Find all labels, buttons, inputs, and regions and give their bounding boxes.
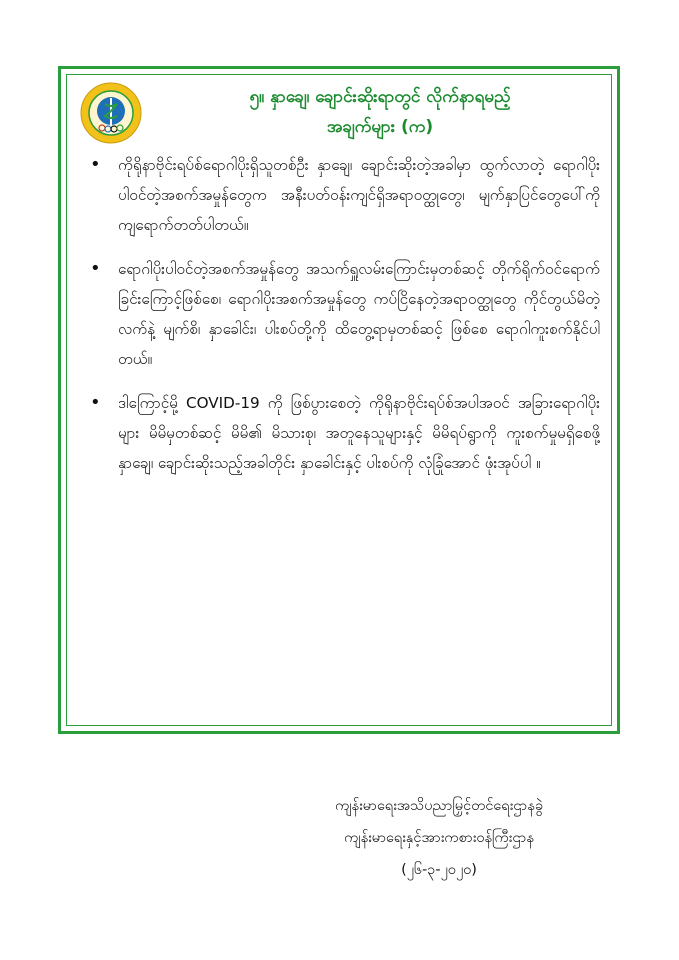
- issuer-signature: [279, 790, 599, 886]
- bullet-icon: •: [90, 258, 101, 279]
- title-line-2: အချက်များ (က): [326, 117, 434, 137]
- guideline-item-3: [88, 388, 600, 478]
- guideline-item-2: [88, 254, 600, 374]
- bullet-icon: •: [90, 392, 101, 413]
- guideline-list: [88, 150, 600, 492]
- guideline-text-1: ကိုရိုနာဗိုင်းရပ်စ်ရောဂါပိုးရှိသူတစ်ဦး နှာချေ၊ ချောင်းဆိုးတဲ့အခါမှာ ထွက်လာတဲ့ ရောဂါပိုးပါဝင်တဲ့အစက်အမှုန်တွေက အနီးပတ်ဝန်းကျင်ရှိအရာဝတ္ထုတွေ၊ မျက်နှာပြင်တွေပေါ်ကို ကျရောက်တတ်ပါတယ်။: [118, 156, 600, 234]
- guideline-text-3: ဒါကြောင့်မို့ COVID-19 ကို ဖြစ်ပွားစေတဲ့ ကိုရိုနာဗိုင်းရပ်စ်အပါအဝင် အခြားရောဂါပိုးများ မိမိမှတစ်ဆင့် မိမိ၏ မိသားစု၊ အတူနေသူများနှင့် မိမိရပ်ရွာကို ကူးစက်မှုမရှိစေဖို့ နှာချေ၊ ချောင်းဆိုးသည့်အခါတိုင်း နှာခေါင်းနှင့် ပါးစပ်ကို လုံခြုံအောင် ဖုံးအုပ်ပါ ။: [118, 394, 600, 472]
- title-line-1: ၅။ နှာချေ၊ ချောင်းဆိုးရာတွင် လိုက်နာရမည့်: [249, 87, 511, 107]
- guideline-text-2: ရောဂါပိုးပါဝင်တဲ့အစက်အမှုန်တွေ အသက်ရှူလမ်းကြောင်းမှတစ်ဆင့် တိုက်ရိုက်ဝင်ရောက်ခြင်းကြောင့်ဖြစ်စေ၊ ရောဂါပိုးအစက်အမှုန်တွေ ကပ်ငြိနေတဲ့အရာဝတ္ထုတွေ ကိုင်တွယ်မိတဲ့ လက်နဲ့ မျက်စိ၊ နှာခေါင်း၊ ပါးစပ်တို့ကို ထိတွေ့ရာမှတစ်ဆင့် ဖြစ်စေ ရောဂါကူးစက်နိုင်ပါတယ်။: [118, 260, 600, 368]
- notice-title: [160, 82, 600, 142]
- issuer-ministry: ကျန်းမာရေးနှင့်အားကစားဝန်ကြီးဌာန: [344, 830, 534, 846]
- issuer-department: ကျန်းမာရေးအသိပညာမြှင့်တင်ရေးဌာနခွဲ: [335, 798, 543, 814]
- bullet-icon: •: [90, 154, 101, 175]
- issue-date: (၂၆-၃-၂၀၂၀): [401, 862, 477, 878]
- guideline-item-1: [88, 150, 600, 240]
- ministry-of-health-seal-icon: [80, 82, 142, 144]
